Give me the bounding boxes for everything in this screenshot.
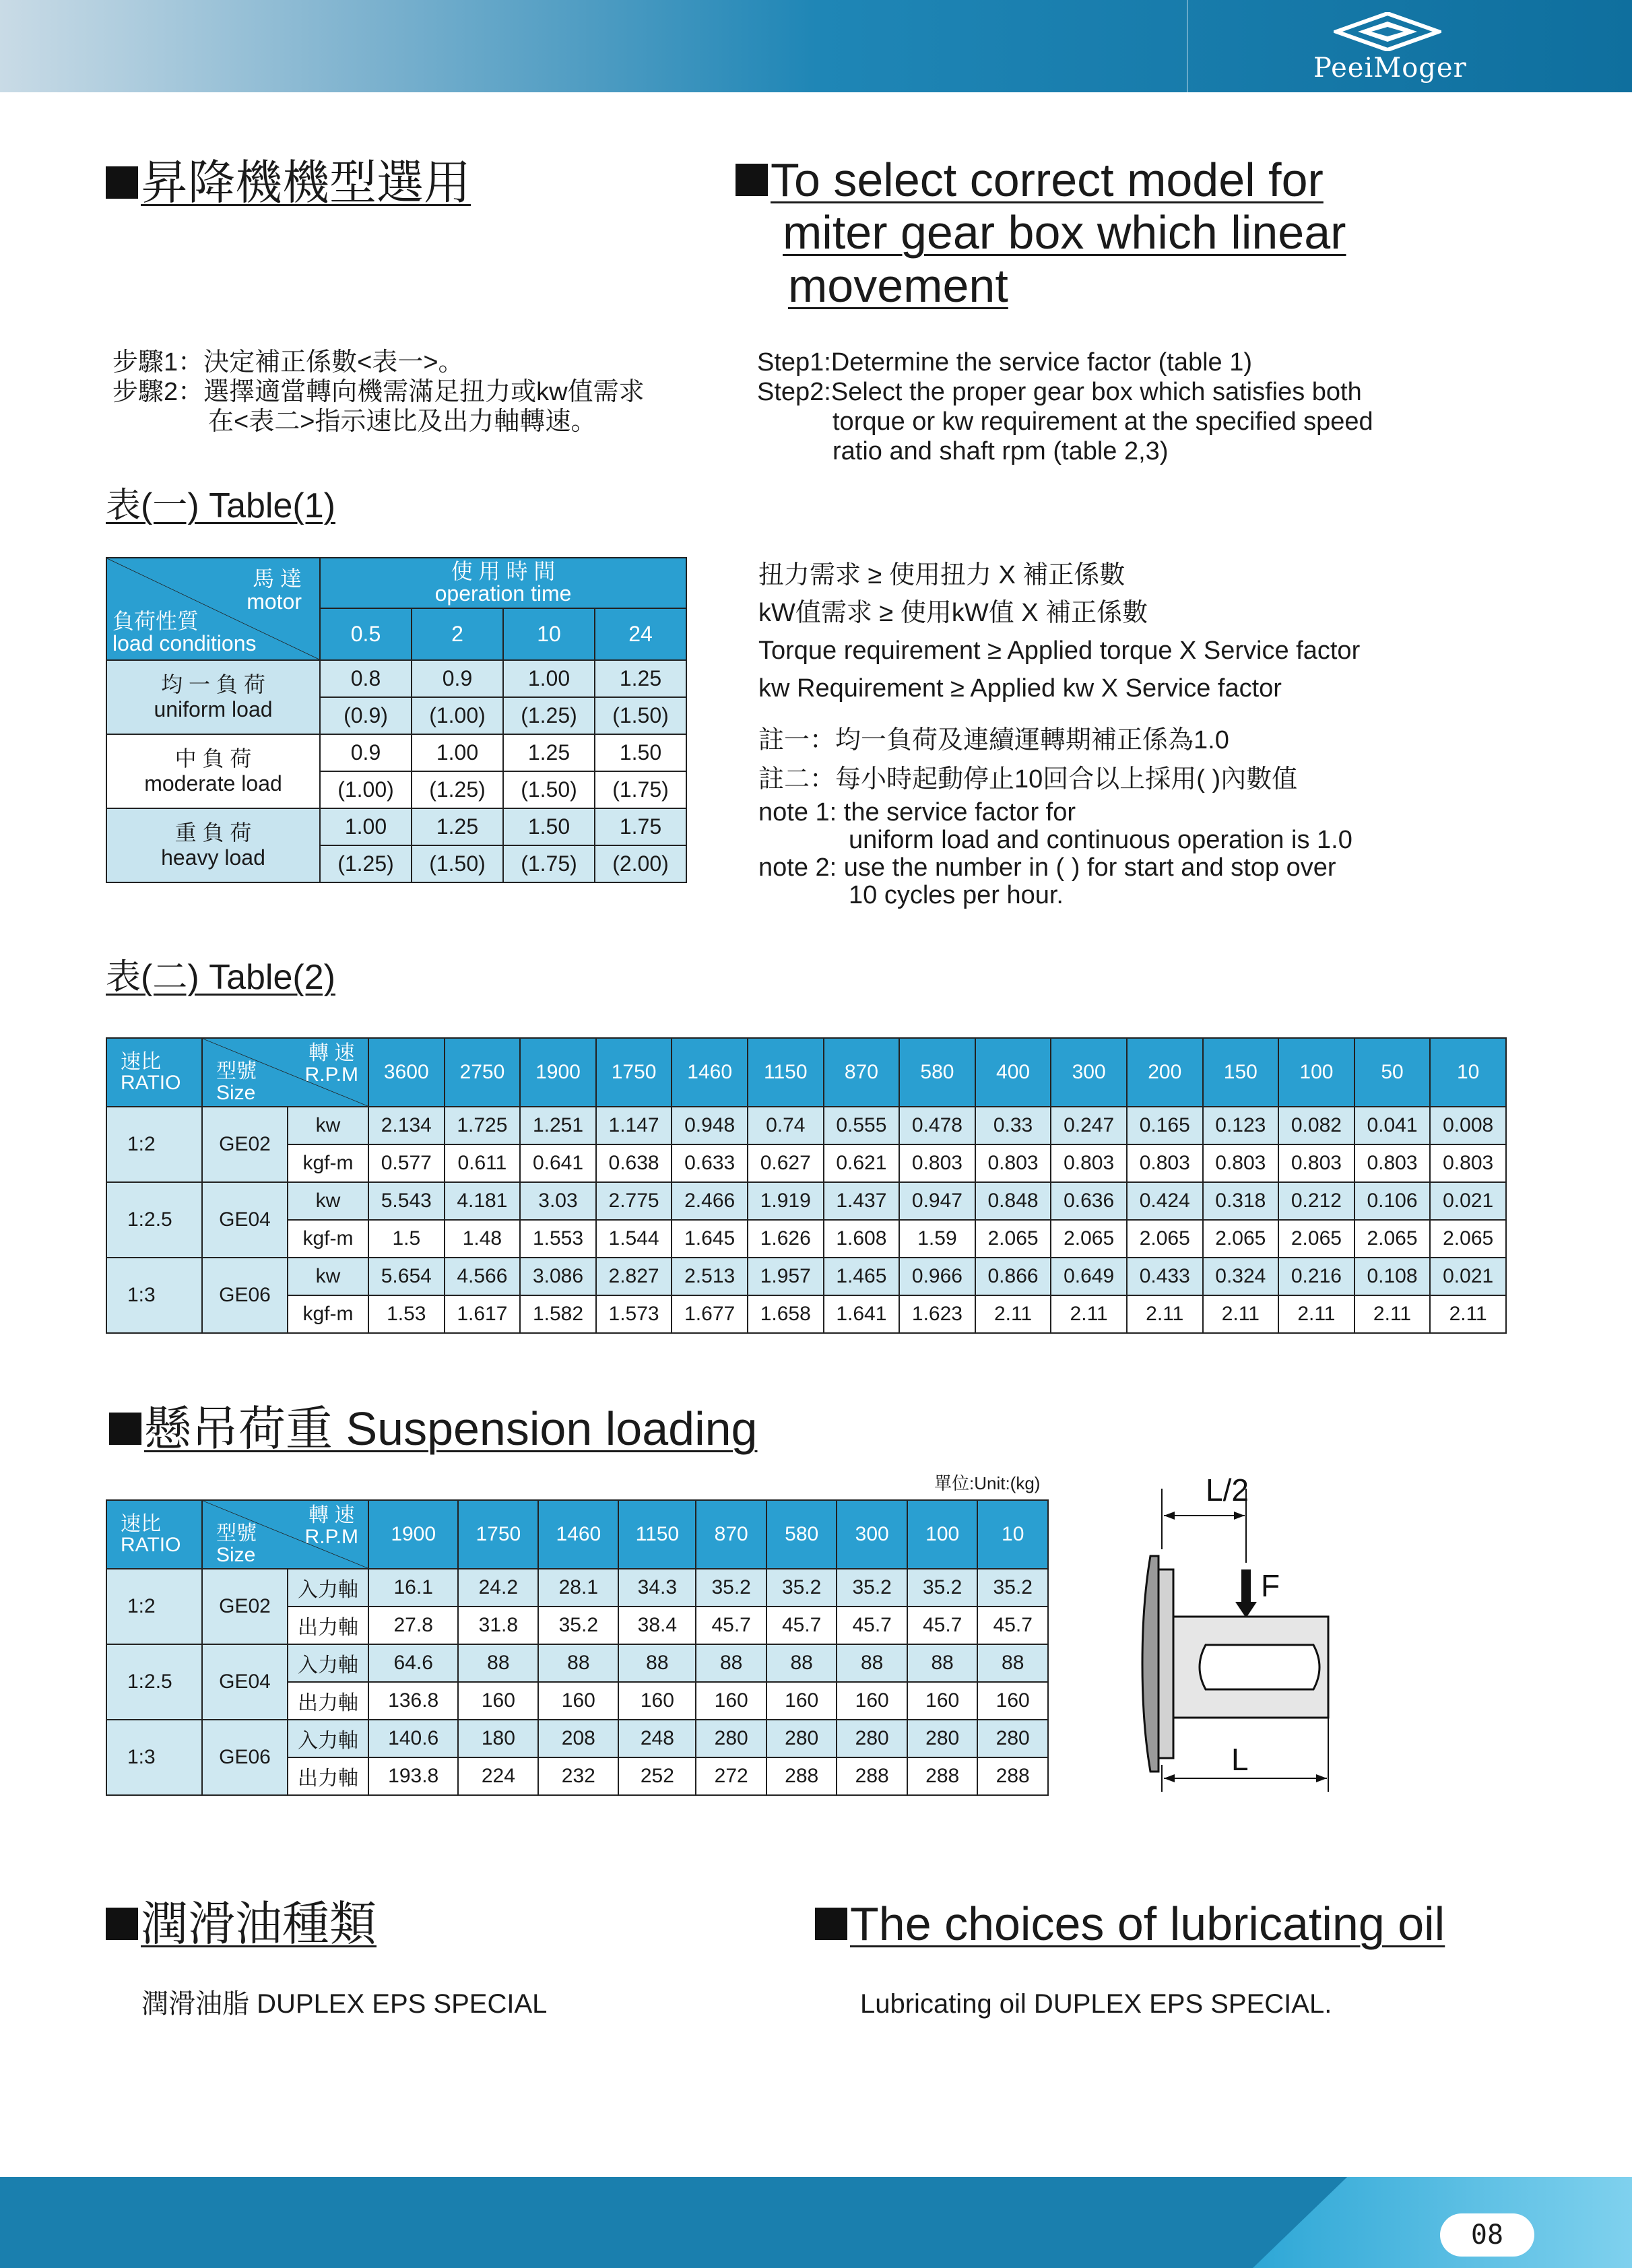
unit-cell: 入力軸 <box>288 1644 368 1682</box>
value-cell: 280 <box>696 1720 766 1757</box>
value-cell: 28.1 <box>538 1569 618 1607</box>
value-cell: 0.633 <box>672 1144 748 1182</box>
unit-cell: 出力軸 <box>288 1607 368 1644</box>
rpm-header-cell: 50 <box>1354 1038 1431 1107</box>
size-cell: GE04 <box>202 1644 288 1720</box>
value-cell: 3.03 <box>520 1182 596 1220</box>
rpm-header-cell: 300 <box>1051 1038 1127 1107</box>
value-cell: 2.065 <box>1127 1220 1203 1258</box>
factor-cell: 1.25 <box>595 660 686 697</box>
right-heading-line: To select correct model for <box>736 154 1346 206</box>
unit-cell: kw <box>288 1182 368 1220</box>
value-cell: 45.7 <box>837 1607 907 1644</box>
size-rpm-header-cell <box>202 1500 368 1569</box>
rpm-header-cell: 1750 <box>596 1038 672 1107</box>
value-cell: 2.513 <box>672 1258 748 1295</box>
factor-cell: 1.25 <box>503 734 595 771</box>
suspension-heading: 懸吊荷重 Suspension loading <box>109 1402 757 1455</box>
value-cell: 1.53 <box>368 1295 445 1333</box>
size-en: Size <box>216 1543 256 1566</box>
value-cell: 0.041 <box>1354 1107 1431 1144</box>
square-bullet-icon <box>736 164 768 196</box>
rpm-header-cell: 100 <box>907 1500 978 1569</box>
value-cell: 0.216 <box>1278 1258 1354 1295</box>
factor-cell: 0.9 <box>320 734 412 771</box>
value-cell: 160 <box>538 1682 618 1720</box>
value-cell: 5.543 <box>368 1182 445 1220</box>
factor-cell: (1.75) <box>503 845 595 882</box>
value-cell: 35.2 <box>907 1569 978 1607</box>
value-cell: 0.803 <box>1127 1144 1203 1182</box>
value-cell: 64.6 <box>368 1644 458 1682</box>
value-cell: 288 <box>837 1757 907 1795</box>
value-cell: 2.775 <box>596 1182 672 1220</box>
value-cell: 0.424 <box>1127 1182 1203 1220</box>
value-cell: 1.251 <box>520 1107 596 1144</box>
performance-table <box>106 1037 1507 1334</box>
rpm-zh: 轉 速 <box>308 1042 355 1064</box>
value-cell: 0.866 <box>975 1258 1051 1295</box>
suspension-table <box>106 1499 1049 1796</box>
factor-cell: (1.25) <box>412 771 503 808</box>
value-cell: 288 <box>977 1757 1048 1795</box>
force-arrow-icon <box>1241 1569 1251 1603</box>
oil-text-zh: 潤滑油脂 DUPLEX EPS SPECIAL <box>141 1989 548 2019</box>
ratio-header-cell <box>106 1038 202 1107</box>
size-rpm-header-cell <box>202 1038 368 1107</box>
factor-cell: 1.00 <box>320 808 412 845</box>
value-cell: 0.636 <box>1051 1182 1127 1220</box>
value-cell: 2.065 <box>1354 1220 1431 1258</box>
value-cell: 0.008 <box>1430 1107 1506 1144</box>
value-cell: 0.638 <box>596 1144 672 1182</box>
factor-cell: 1.25 <box>412 808 503 845</box>
factor-cell: 1.00 <box>412 734 503 771</box>
ratio-zh: 速比 <box>121 1512 161 1535</box>
value-cell: 88 <box>458 1644 538 1682</box>
value-cell: 1.617 <box>445 1295 521 1333</box>
rpm-header-cell: 200 <box>1127 1038 1203 1107</box>
square-bullet-icon <box>106 1908 138 1940</box>
formulas: 扭力需求 ≥ 使用扭力 X 補正係數 kW值需求 ≥ 使用kW值 X 補正係數 Torque requirement ≥ Applied torque X Service factor kw Requirement ≥ Applied kw X Service factor <box>758 561 1361 703</box>
rpm-header-cell: 580 <box>899 1038 975 1107</box>
value-cell: 45.7 <box>907 1607 978 1644</box>
rpm-en: R.P.M <box>304 1525 358 1548</box>
oil-heading-en: The choices of lubricating oil <box>815 1898 1445 1950</box>
value-cell: 88 <box>977 1644 1048 1682</box>
ratio-cell: 1:2.5 <box>106 1644 202 1720</box>
rpm-header-cell: 1900 <box>368 1500 458 1569</box>
value-cell: 0.649 <box>1051 1258 1127 1295</box>
value-cell: 0.74 <box>748 1107 824 1144</box>
value-cell: 2.11 <box>1354 1295 1431 1333</box>
rpm-zh: 轉 速 <box>308 1504 355 1526</box>
load-condition-cell <box>106 734 320 808</box>
value-cell: 0.948 <box>672 1107 748 1144</box>
value-cell: 1.465 <box>824 1258 900 1295</box>
load-en: moderate load <box>144 771 282 796</box>
value-cell: 1.553 <box>520 1220 596 1258</box>
rpm-header-cell: 10 <box>1430 1038 1506 1107</box>
oil-heading-zh: 潤滑油種類 <box>106 1898 377 1950</box>
value-cell: 0.627 <box>748 1144 824 1182</box>
value-cell: 1.544 <box>596 1220 672 1258</box>
value-cell: 288 <box>907 1757 978 1795</box>
size-en: Size <box>216 1081 256 1104</box>
load-condition-cell <box>106 808 320 882</box>
value-cell: 45.7 <box>766 1607 837 1644</box>
unit-cell: 出力軸 <box>288 1682 368 1720</box>
right-heading-line: movement <box>788 259 1008 312</box>
rpm-header-cell: 1150 <box>748 1038 824 1107</box>
value-cell: 1.623 <box>899 1295 975 1333</box>
value-cell: 31.8 <box>458 1607 538 1644</box>
value-cell: 0.106 <box>1354 1182 1431 1220</box>
value-cell: 0.803 <box>1278 1144 1354 1182</box>
value-cell: 224 <box>458 1757 538 1795</box>
right-heading-line: miter gear box which linear <box>783 206 1346 259</box>
value-cell: 2.11 <box>975 1295 1051 1333</box>
value-cell: 232 <box>538 1757 618 1795</box>
value-cell: 193.8 <box>368 1757 458 1795</box>
value-cell: 1.59 <box>899 1220 975 1258</box>
rpm-header-cell: 580 <box>766 1500 837 1569</box>
ratio-cell: 1:2 <box>106 1569 202 1644</box>
value-cell: 2.11 <box>1127 1295 1203 1333</box>
operation-time-header: 使 用 時 間 operation time <box>320 558 686 608</box>
value-cell: 35.2 <box>977 1569 1048 1607</box>
load-condition-cell <box>106 660 320 734</box>
left-heading: 昇降機機型選用 <box>106 156 471 209</box>
value-cell: 0.966 <box>899 1258 975 1295</box>
load-zh: 中 負 荷 <box>174 746 252 771</box>
value-cell: 1.608 <box>824 1220 900 1258</box>
square-bullet-icon <box>109 1413 141 1445</box>
ratio-cell: 1:3 <box>106 1258 202 1333</box>
value-cell: 160 <box>458 1682 538 1720</box>
value-cell: 2.827 <box>596 1258 672 1295</box>
value-cell: 0.577 <box>368 1144 445 1182</box>
right-heading <box>736 154 1346 312</box>
value-cell: 160 <box>837 1682 907 1720</box>
value-cell: 88 <box>766 1644 837 1682</box>
value-cell: 0.947 <box>899 1182 975 1220</box>
factor-cell: 1.00 <box>503 660 595 697</box>
value-cell: 1.626 <box>748 1220 824 1258</box>
value-cell: 34.3 <box>618 1569 696 1607</box>
value-cell: 0.165 <box>1127 1107 1203 1144</box>
value-cell: 140.6 <box>368 1720 458 1757</box>
value-cell: 38.4 <box>618 1607 696 1644</box>
value-cell: 0.324 <box>1203 1258 1279 1295</box>
value-cell: 88 <box>538 1644 618 1682</box>
ratio-header-cell <box>106 1500 202 1569</box>
value-cell: 160 <box>618 1682 696 1720</box>
shaft-load-diagram <box>1118 1468 1340 1799</box>
unit-label: 單位:Unit:(kg) <box>934 1473 1041 1493</box>
value-cell: 2.134 <box>368 1107 445 1144</box>
rpm-header-cell: 1900 <box>520 1038 596 1107</box>
factor-cell: (1.25) <box>320 845 412 882</box>
factor-cell: 0.9 <box>412 660 503 697</box>
size-label <box>216 1523 257 1565</box>
rpm-label <box>305 1043 358 1085</box>
page-number: 08 <box>1440 2213 1534 2257</box>
value-cell: 2.065 <box>1430 1220 1506 1258</box>
ratio-en: RATIO <box>121 1072 181 1094</box>
value-cell: 1.658 <box>748 1295 824 1333</box>
value-cell: 4.181 <box>445 1182 521 1220</box>
value-cell: 27.8 <box>368 1607 458 1644</box>
unit-cell: kw <box>288 1258 368 1295</box>
value-cell: 136.8 <box>368 1682 458 1720</box>
factor-cell: (1.00) <box>412 697 503 734</box>
service-factor-table <box>106 557 687 883</box>
time-header-cell: 24 <box>595 608 686 660</box>
load-zh: 重 負 荷 <box>174 820 252 845</box>
rpm-header-cell: 870 <box>824 1038 900 1107</box>
value-cell: 1.5 <box>368 1220 445 1258</box>
size-zh: 型號 <box>216 1522 257 1545</box>
load-en: uniform load <box>154 697 273 721</box>
value-cell: 0.212 <box>1278 1182 1354 1220</box>
steps-en: Step1:Determine the service factor (table 1) Step2:Select the proper gear box which satisfies both torque or kw requirement at the specified speed ratio and shaft rpm (table 2,3) <box>757 348 1373 465</box>
value-cell: 0.433 <box>1127 1258 1203 1295</box>
value-cell: 0.803 <box>975 1144 1051 1182</box>
rpm-header-cell: 1460 <box>672 1038 748 1107</box>
value-cell: 2.11 <box>1278 1295 1354 1333</box>
value-cell: 0.848 <box>975 1182 1051 1220</box>
unit-cell: kgf-m <box>288 1144 368 1182</box>
value-cell: 2.065 <box>975 1220 1051 1258</box>
factor-cell: (1.50) <box>503 771 595 808</box>
half-length-label: L/2 <box>1206 1472 1249 1508</box>
square-bullet-icon <box>106 166 138 199</box>
rpm-header-cell: 100 <box>1278 1038 1354 1107</box>
value-cell: 160 <box>977 1682 1048 1720</box>
value-cell: 45.7 <box>977 1607 1048 1644</box>
length-label: L <box>1231 1742 1249 1777</box>
value-cell: 3.086 <box>520 1258 596 1295</box>
rpm-en: R.P.M <box>304 1063 358 1086</box>
value-cell: 1.919 <box>748 1182 824 1220</box>
value-cell: 1.437 <box>824 1182 900 1220</box>
value-cell: 0.318 <box>1203 1182 1279 1220</box>
value-cell: 0.803 <box>1203 1144 1279 1182</box>
size-cell: GE06 <box>202 1258 288 1333</box>
value-cell: 1.573 <box>596 1295 672 1333</box>
value-cell: 1.48 <box>445 1220 521 1258</box>
value-cell: 1.677 <box>672 1295 748 1333</box>
rpm-header-cell: 10 <box>977 1500 1048 1569</box>
factor-cell: 0.8 <box>320 660 412 697</box>
value-cell: 0.803 <box>1430 1144 1506 1182</box>
value-cell: 280 <box>766 1720 837 1757</box>
value-cell: 0.33 <box>975 1107 1051 1144</box>
unit-cell: 入力軸 <box>288 1569 368 1607</box>
value-cell: 88 <box>907 1644 978 1682</box>
rpm-header-cell: 1750 <box>458 1500 538 1569</box>
value-cell: 0.021 <box>1430 1258 1506 1295</box>
value-cell: 88 <box>618 1644 696 1682</box>
size-cell: GE06 <box>202 1720 288 1795</box>
value-cell: 2.065 <box>1051 1220 1127 1258</box>
oil-text-en: Lubricating oil DUPLEX EPS SPECIAL. <box>860 1989 1332 2019</box>
value-cell: 180 <box>458 1720 538 1757</box>
size-cell: GE02 <box>202 1569 288 1644</box>
logo-text: PeeiMoger <box>1313 53 1467 84</box>
value-cell: 252 <box>618 1757 696 1795</box>
table1-title: 表(一) Table(1) <box>106 486 335 525</box>
diamond-logo-icon <box>1334 12 1441 51</box>
rpm-header-cell: 400 <box>975 1038 1051 1107</box>
value-cell: 0.082 <box>1278 1107 1354 1144</box>
value-cell: 35.2 <box>538 1607 618 1644</box>
size-cell: GE04 <box>202 1182 288 1258</box>
value-cell: 0.123 <box>1203 1107 1279 1144</box>
value-cell: 88 <box>696 1644 766 1682</box>
factor-cell: 1.75 <box>595 808 686 845</box>
time-header-cell: 0.5 <box>320 608 412 660</box>
time-header-cell: 2 <box>412 608 503 660</box>
force-label: F <box>1261 1568 1280 1603</box>
value-cell: 0.108 <box>1354 1258 1431 1295</box>
value-cell: 1.641 <box>824 1295 900 1333</box>
value-cell: 88 <box>837 1644 907 1682</box>
factor-cell: (1.75) <box>595 771 686 808</box>
value-cell: 5.654 <box>368 1258 445 1295</box>
value-cell: 16.1 <box>368 1569 458 1607</box>
unit-cell: kgf-m <box>288 1295 368 1333</box>
rpm-label <box>305 1505 358 1547</box>
notes: 註一：均一負荷及連續運轉期補正係為1.0 註二：每小時起動停止10回合以上採用( )內數值 note 1: the service factor for uniform load and continuous operation is 1.0 note 2: use the number in ( ) for start and stop over 10 cycles per hour. <box>758 726 1352 909</box>
factor-cell: (1.00) <box>320 771 412 808</box>
value-cell: 2.11 <box>1203 1295 1279 1333</box>
value-cell: 24.2 <box>458 1569 538 1607</box>
table1-corner-cell: 馬 達 motor 負荷性質 load conditions <box>106 558 320 660</box>
value-cell: 2.11 <box>1051 1295 1127 1333</box>
value-cell: 35.2 <box>837 1569 907 1607</box>
rpm-header-cell: 150 <box>1203 1038 1279 1107</box>
value-cell: 288 <box>766 1757 837 1795</box>
size-zh: 型號 <box>216 1060 257 1082</box>
factor-cell: (1.25) <box>503 697 595 734</box>
rpm-header-cell: 300 <box>837 1500 907 1569</box>
rpm-header-cell: 3600 <box>368 1038 445 1107</box>
table2-title: 表(二) Table(2) <box>106 958 335 997</box>
value-cell: 0.803 <box>899 1144 975 1182</box>
value-cell: 1.582 <box>520 1295 596 1333</box>
header-divider <box>1187 0 1188 92</box>
value-cell: 0.803 <box>1354 1144 1431 1182</box>
value-cell: 35.2 <box>696 1569 766 1607</box>
value-cell: 45.7 <box>696 1607 766 1644</box>
rpm-header-cell: 1460 <box>538 1500 618 1569</box>
value-cell: 280 <box>837 1720 907 1757</box>
value-cell: 280 <box>977 1720 1048 1757</box>
value-cell: 35.2 <box>766 1569 837 1607</box>
value-cell: 160 <box>696 1682 766 1720</box>
ratio-cell: 1:2 <box>106 1107 202 1182</box>
factor-cell: (2.00) <box>595 845 686 882</box>
value-cell: 1.147 <box>596 1107 672 1144</box>
rpm-header-cell: 1150 <box>618 1500 696 1569</box>
ratio-cell: 1:2.5 <box>106 1182 202 1258</box>
value-cell: 2.065 <box>1278 1220 1354 1258</box>
size-cell: GE02 <box>202 1107 288 1182</box>
value-cell: 1.725 <box>445 1107 521 1144</box>
value-cell: 0.555 <box>824 1107 900 1144</box>
ratio-cell: 1:3 <box>106 1720 202 1795</box>
value-cell: 2.466 <box>672 1182 748 1220</box>
value-cell: 280 <box>907 1720 978 1757</box>
rpm-header-cell: 870 <box>696 1500 766 1569</box>
time-header-cell: 10 <box>503 608 595 660</box>
factor-cell: (0.9) <box>320 697 412 734</box>
ratio-zh: 速比 <box>121 1050 161 1073</box>
value-cell: 0.021 <box>1430 1182 1506 1220</box>
value-cell: 160 <box>766 1682 837 1720</box>
factor-cell: (1.50) <box>595 697 686 734</box>
size-label <box>216 1061 257 1103</box>
value-cell: 0.641 <box>520 1144 596 1182</box>
value-cell: 0.621 <box>824 1144 900 1182</box>
square-bullet-icon <box>815 1908 847 1940</box>
load-en: heavy load <box>161 845 265 870</box>
unit-cell: kgf-m <box>288 1220 368 1258</box>
rpm-header-cell: 2750 <box>445 1038 521 1107</box>
value-cell: 4.566 <box>445 1258 521 1295</box>
factor-cell: (1.50) <box>412 845 503 882</box>
value-cell: 1.957 <box>748 1258 824 1295</box>
value-cell: 160 <box>907 1682 978 1720</box>
steps-zh: 步驟1：決定補正係數<表一>。 步驟2：選擇適當轉向機需滿足扭力或kw值需求 在<表二>指示速比及出力軸轉速。 <box>112 348 645 436</box>
ratio-en: RATIO <box>121 1534 181 1556</box>
value-cell: 0.478 <box>899 1107 975 1144</box>
unit-cell: 入力軸 <box>288 1720 368 1757</box>
brand-logo <box>1313 12 1467 86</box>
value-cell: 2.11 <box>1430 1295 1506 1333</box>
value-cell: 272 <box>696 1757 766 1795</box>
factor-cell: 1.50 <box>595 734 686 771</box>
factor-cell: 1.50 <box>503 808 595 845</box>
load-zh: 均 一 負 荷 <box>161 672 265 697</box>
value-cell: 0.247 <box>1051 1107 1127 1144</box>
value-cell: 1.645 <box>672 1220 748 1258</box>
value-cell: 0.611 <box>445 1144 521 1182</box>
value-cell: 248 <box>618 1720 696 1757</box>
value-cell: 0.803 <box>1051 1144 1127 1182</box>
value-cell: 208 <box>538 1720 618 1757</box>
value-cell: 2.065 <box>1203 1220 1279 1258</box>
unit-cell: kw <box>288 1107 368 1144</box>
unit-cell: 出力軸 <box>288 1757 368 1795</box>
